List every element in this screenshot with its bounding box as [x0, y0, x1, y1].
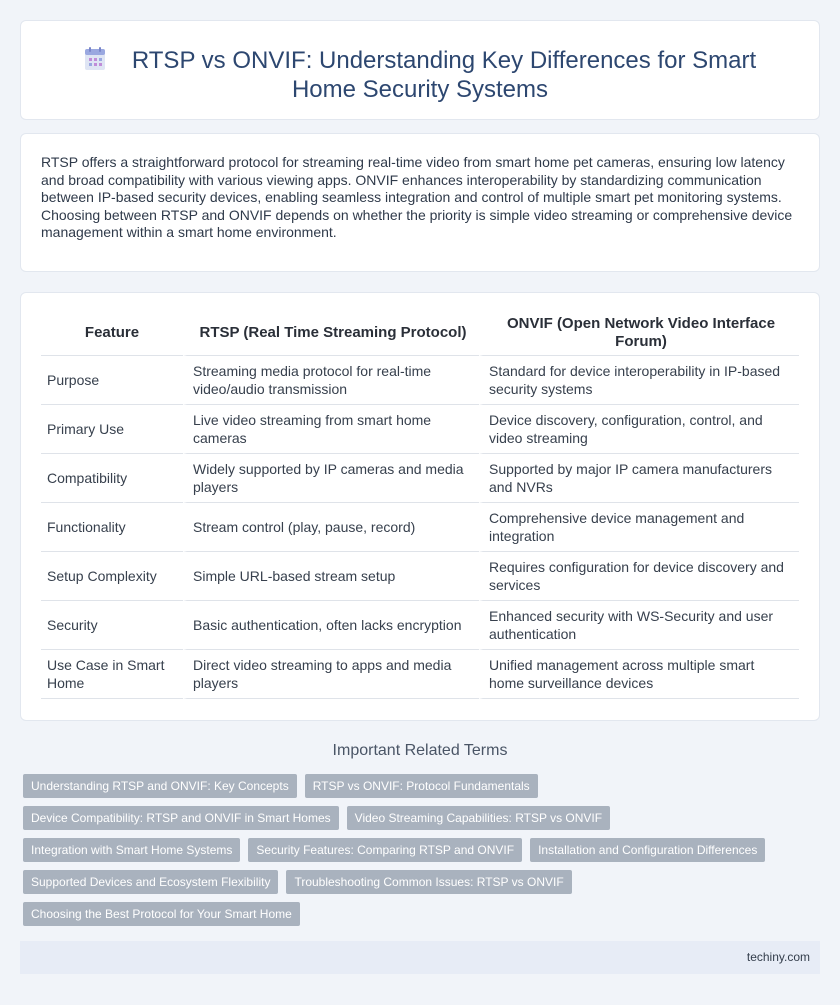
feature-cell: Primary Use [41, 405, 183, 454]
rtsp-cell: Streaming media protocol for real-time video/audio transmission [183, 356, 479, 405]
feature-cell: Use Case in Smart Home [41, 650, 183, 699]
feature-cell: Compatibility [41, 454, 183, 503]
related-terms-heading: Important Related Terms [332, 742, 508, 759]
comparison-table-card [20, 292, 820, 721]
feature-cell: Security [41, 601, 183, 650]
related-term-tag[interactable]: Understanding RTSP and ONVIF: Key Concepts [23, 774, 297, 798]
feature-cell: Setup Complexity [41, 552, 183, 601]
rtsp-cell: Live video streaming from smart home cameras [183, 405, 479, 454]
table-row [41, 650, 799, 699]
onvif-cell: Device discovery, configuration, control, and video streaming [479, 405, 799, 454]
onvif-cell: Requires configuration for device discovery and services [479, 552, 799, 601]
table-row [41, 356, 799, 405]
table-row [41, 503, 799, 552]
table-header-row [41, 310, 799, 356]
onvif-cell: Standard for device interoperability in IP-based security systems [479, 356, 799, 405]
related-term-tag[interactable]: Installation and Configuration Differences [530, 838, 765, 862]
header-onvif: ONVIF (Open Network Video Interface Forum) [479, 310, 799, 356]
onvif-cell: Supported by major IP camera manufacturers and NVRs [479, 454, 799, 503]
header-feature: Feature [41, 310, 183, 356]
comparison-table [41, 310, 799, 699]
related-term-tag[interactable]: Video Streaming Capabilities: RTSP vs ONVIF [347, 806, 610, 830]
table-row [41, 454, 799, 503]
page-title: RTSP vs ONVIF: Understanding Key Differences for Smart Home Security Systems [131, 47, 757, 103]
title-card [20, 20, 820, 120]
related-terms-list [23, 774, 803, 926]
onvif-cell: Enhanced security with WS-Security and user authentication [479, 601, 799, 650]
onvif-cell: Comprehensive device management and integration [479, 503, 799, 552]
footer-brand[interactable]: techiny.com [746, 950, 810, 964]
related-term-tag[interactable]: Integration with Smart Home Systems [23, 838, 240, 862]
related-term-tag[interactable]: Security Features: Comparing RTSP and ONVIF [248, 838, 522, 862]
related-term-tag[interactable]: Supported Devices and Ecosystem Flexibility [23, 870, 278, 894]
footer [20, 941, 820, 974]
rtsp-cell: Widely supported by IP cameras and media players [183, 454, 479, 503]
page-title-wrap [61, 46, 779, 104]
intro-paragraph: RTSP offers a straightforward protocol for streaming real-time video from smart home pet cameras, ensuring low latency and broad compatibility with various viewing apps. ONVIF enhances interoperability by standardizing communication between IP-based security devices, enabling seamless integration and control of multiple smart pet monitoring systems. Choosing between RTSP and ONVIF depends on whether the priority is simple video streaming or comprehensive device management within a smart home environment. [41, 154, 793, 241]
intro-card [20, 133, 820, 272]
related-term-tag[interactable]: Device Compatibility: RTSP and ONVIF in Smart Homes [23, 806, 339, 830]
feature-cell: Functionality [41, 503, 183, 552]
related-term-tag[interactable]: Choosing the Best Protocol for Your Smart Home [23, 902, 300, 926]
table-row [41, 601, 799, 650]
document-icon [84, 47, 106, 71]
feature-cell: Purpose [41, 356, 183, 405]
onvif-cell: Unified management across multiple smart home surveillance devices [479, 650, 799, 699]
table-row [41, 405, 799, 454]
rtsp-cell: Simple URL-based stream setup [183, 552, 479, 601]
related-term-tag[interactable]: Troubleshooting Common Issues: RTSP vs ONVIF [286, 870, 571, 894]
table-row [41, 552, 799, 601]
header-rtsp: RTSP (Real Time Streaming Protocol) [183, 310, 479, 356]
rtsp-cell: Basic authentication, often lacks encryption [183, 601, 479, 650]
related-term-tag[interactable]: RTSP vs ONVIF: Protocol Fundamentals [305, 774, 538, 798]
rtsp-cell: Stream control (play, pause, record) [183, 503, 479, 552]
rtsp-cell: Direct video streaming to apps and media players [183, 650, 479, 699]
